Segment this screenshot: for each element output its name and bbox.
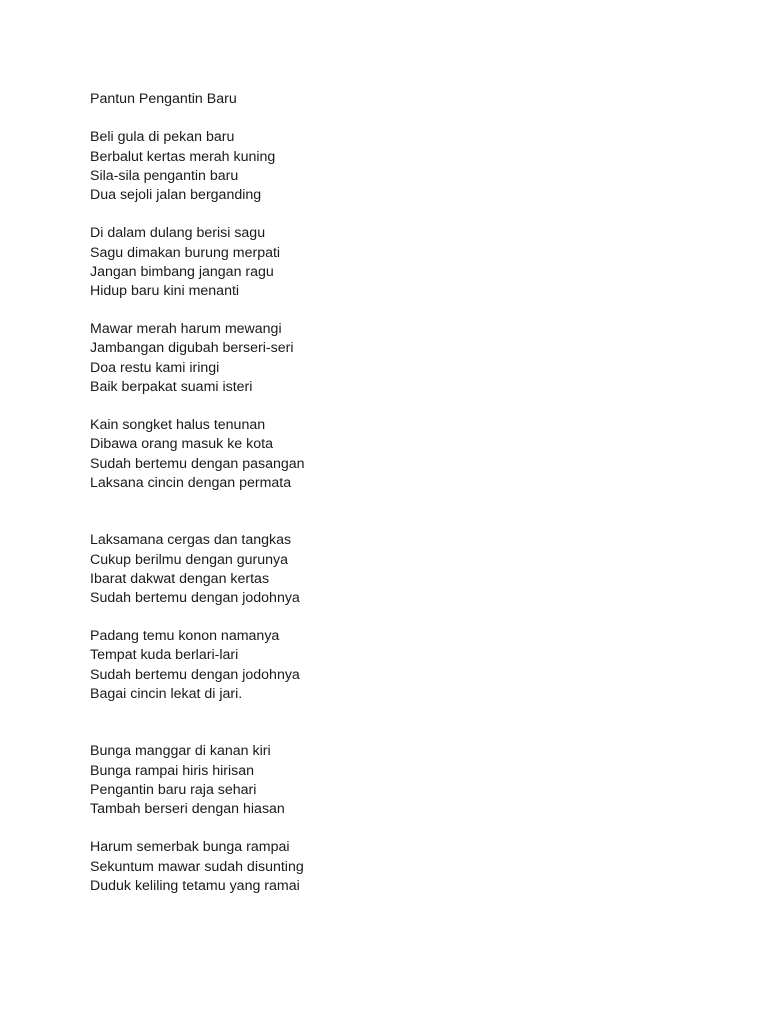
poem-text xyxy=(90,90,305,896)
poem-line: Sekuntum mawar sudah disunting xyxy=(90,858,304,875)
stanza-7 xyxy=(90,742,305,819)
poem-line: Beli gula di pekan baru xyxy=(90,129,235,146)
poem-line: Duduk keliling tetamu yang ramai xyxy=(90,877,300,894)
poem-line: Harum semerbak bunga rampai xyxy=(90,839,290,856)
poem-line: Sagu dimakan burung merpati xyxy=(90,244,281,261)
poem-line: Doa restu kami iringi xyxy=(90,359,220,376)
spacer xyxy=(90,397,305,416)
poem-line: Ibarat dakwat dengan kertas xyxy=(90,570,270,587)
spacer xyxy=(90,704,305,742)
poem-line: Di dalam dulang berisi sagu xyxy=(90,225,266,242)
spacer xyxy=(90,109,305,128)
poem-line: Laksana cincin dengan permata xyxy=(90,474,292,491)
spacer xyxy=(90,205,305,224)
stanza-3 xyxy=(90,320,305,397)
poem-line: Dibawa orang masuk ke kota xyxy=(90,436,273,453)
stanza-8 xyxy=(90,838,305,896)
poem-line: Berbalut kertas merah kuning xyxy=(90,148,276,165)
poem-line: Pengantin baru raja sehari xyxy=(90,781,257,798)
poem-line: Bunga manggar di kanan kiri xyxy=(90,743,271,760)
poem-line: Cukup berilmu dengan gurunya xyxy=(90,551,288,568)
spacer xyxy=(90,301,305,320)
poem-line: Padang temu konon namanya xyxy=(90,628,280,645)
poem-line: Tambah berseri dengan hiasan xyxy=(90,800,285,817)
poem-line: Laksamana cergas dan tangkas xyxy=(90,532,292,549)
poem-line: Jambangan digubah berseri-seri xyxy=(90,340,294,357)
poem-line: Baik berpakat suami isteri xyxy=(90,378,253,395)
poem-line: Mawar merah harum mewangi xyxy=(90,321,282,338)
poem-line: Sudah bertemu dengan jodohnya xyxy=(90,589,300,606)
poem-line: Tempat kuda berlari-lari xyxy=(90,647,239,664)
stanza-4 xyxy=(90,416,305,493)
document-title: Pantun Pengantin Baru xyxy=(90,91,237,107)
poem-line: Sila-sila pengantin baru xyxy=(90,167,239,184)
spacer xyxy=(90,819,305,838)
poem-line: Bunga rampai hiris hirisan xyxy=(90,762,255,779)
stanza-6 xyxy=(90,627,305,704)
poem-line: Bagai cincin lekat di jari. xyxy=(90,685,243,702)
spacer xyxy=(90,493,305,531)
spacer xyxy=(90,608,305,627)
poem-line: Dua sejoli jalan berganding xyxy=(90,186,262,203)
poem-line: Sudah bertemu dengan jodohnya xyxy=(90,666,300,683)
stanza-2 xyxy=(90,224,305,301)
poem-line: Jangan bimbang jangan ragu xyxy=(90,263,274,280)
poem-line: Kain songket halus tenunan xyxy=(90,417,266,434)
stanza-1 xyxy=(90,128,305,205)
stanza-5 xyxy=(90,531,305,608)
poem-line: Sudah bertemu dengan pasangan xyxy=(90,455,305,472)
poem-line: Hidup baru kini menanti xyxy=(90,282,240,299)
